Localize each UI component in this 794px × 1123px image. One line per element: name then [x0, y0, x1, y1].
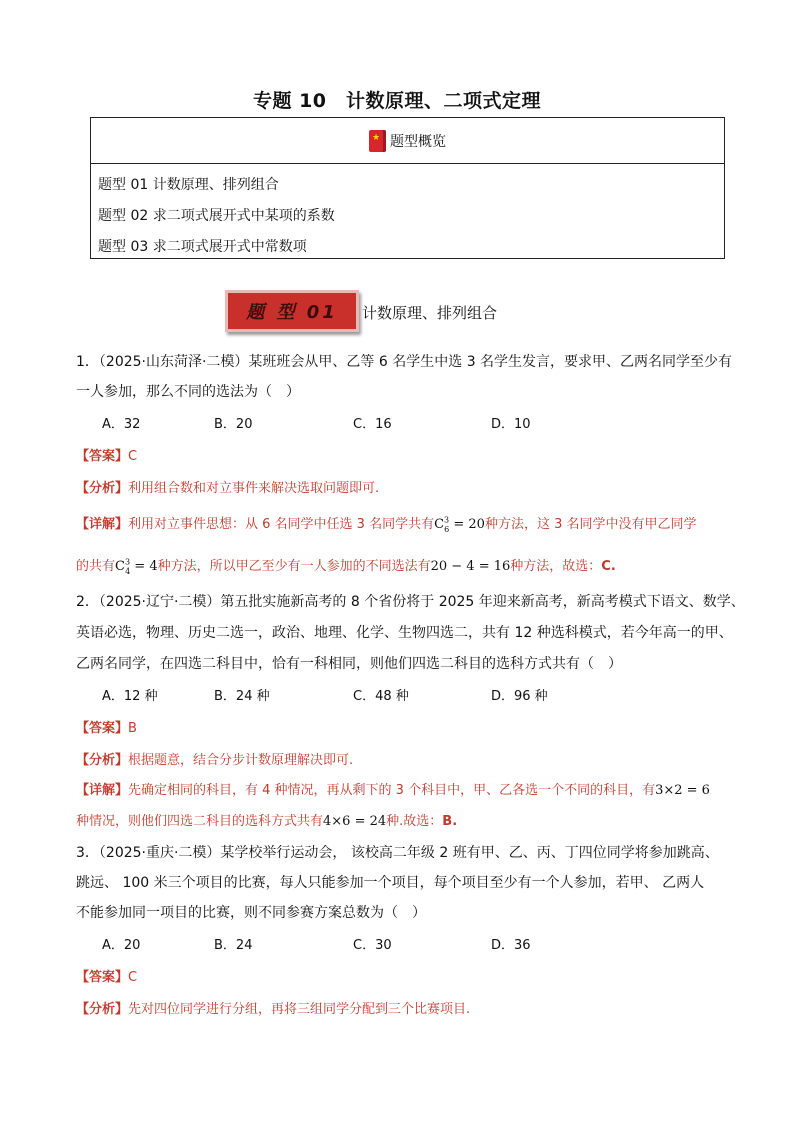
formula-symbol: C [115, 559, 125, 574]
detail-label: 【详解】 [76, 783, 129, 798]
answer-label: 【答案】 [76, 449, 129, 464]
q2-option-b: B．24 种 [214, 689, 270, 704]
detail-text: 种方法，故选： [510, 559, 602, 574]
formula-rest: = 20 [449, 517, 485, 532]
overview-box [90, 117, 725, 259]
q1-option-a: A．32 [102, 417, 141, 432]
detail-text: 种方法，所以甲乙至少有一人参加的不同选法有 [157, 559, 431, 574]
overview-item: 题型 02 求二项式展开式中某项的系数 [98, 208, 335, 224]
q2-option-c: C．48 种 [353, 689, 409, 704]
formula-sup: 3 [444, 515, 450, 525]
q2-option-d: D．96 种 [491, 689, 548, 704]
formula-product: 3×2 = 6 [655, 783, 710, 798]
analysis-label: 【分析】 [76, 481, 129, 496]
q1-stem-line1: 1．（2025·山东菏泽·二模）某班班会从甲、乙等 6 名学生中选 3 名学生发言，要求甲、乙两名同学至少有 [76, 354, 733, 370]
q1-analysis [76, 477, 379, 496]
formula-subtraction: 20 − 4 = 16 [430, 559, 511, 574]
q3-option-a: A．20 [102, 938, 141, 953]
detail-choice: B. [442, 814, 458, 829]
formula-sup: 3 [124, 557, 131, 567]
q1-option-b: B．20 [214, 417, 253, 432]
detail-text: 先确定相同的科目，有 4 种情况，再从剩下的 3 个科目中，甲、乙各选一个不同的科目，有 [128, 783, 656, 798]
answer-value: B [128, 721, 137, 736]
red-book-icon [369, 130, 386, 152]
q2-answer [76, 717, 137, 736]
q3-analysis [76, 998, 470, 1017]
detail-text: 种情况，则他们四选二科目的选科方式共有 [76, 814, 324, 829]
detail-text: 种方法，这 3 名同学中没有甲乙同学 [484, 517, 697, 532]
detail-text: 种.故选： [386, 814, 443, 829]
formula-rest: = 4 [130, 559, 158, 574]
overview-item: 题型 01 计数原理、排列组合 [98, 177, 279, 193]
q1-stem-line2: 一人参加，那么不同的选法为（ ） [76, 384, 300, 400]
q2-analysis [76, 749, 353, 768]
section-heading: 计数原理、排列组合 [362, 304, 498, 322]
q1-detail-line1 [76, 513, 696, 534]
analysis-text: 先对四位同学进行分组，再将三组同学分配到三个比赛项目. [128, 1002, 471, 1017]
overview-header-label: 题型概览 [390, 133, 446, 150]
section-badge-label: 题 型 01 [246, 302, 338, 323]
formula-sub: 4 [125, 566, 131, 576]
q2-stem-line3: 乙两名同学，在四选二科目中，恰有一科相同，则他们四选二科目的选科方式共有（ ） [76, 656, 622, 672]
overview-header [91, 118, 724, 164]
analysis-text: 利用组合数和对立事件来解决选取问题即可. [128, 481, 380, 496]
q1-option-c: C．16 [353, 417, 392, 432]
answer-value: C [128, 970, 138, 985]
detail-choice: C. [601, 559, 616, 574]
q2-detail-line2 [76, 810, 457, 829]
q3-option-d: D．36 [491, 938, 531, 953]
q3-stem-line1: 3．（2025·重庆·二模）某学校举行运动会， 该校高二年级 2 班有甲、乙、丙、丁四位同学将参加跳高、 [76, 845, 719, 861]
q3-answer [76, 966, 137, 985]
q2-option-a: A．12 种 [102, 689, 158, 704]
q3-stem-line2: 跳远、 100 米三个项目的比赛，每人只能参加一个项目，每个项目至少有一个人参加，若甲、 乙两人 [76, 875, 705, 891]
detail-text: 的共有 [76, 559, 116, 574]
answer-label: 【答案】 [76, 970, 129, 985]
answer-value: C [128, 449, 138, 464]
q3-option-c: C．30 [353, 938, 392, 953]
formula-product: 4×6 = 24 [323, 814, 387, 829]
overview-item: 题型 03 求二项式展开式中常数项 [98, 239, 307, 255]
page-title: 专题 10 计数原理、二项式定理 [252, 90, 542, 112]
q3-option-b: B．24 [214, 938, 253, 953]
q1-detail-line2 [76, 555, 616, 576]
formula-c63 [434, 517, 485, 532]
formula-sub: 6 [444, 524, 450, 534]
q1-option-d: D．10 [491, 417, 531, 432]
formula-c43 [115, 559, 158, 574]
q2-stem-line2: 英语必选，物理、历史二选一，政治、地理、化学、生物四选二，共有 12 种选科模式，若今年高一的甲、 [76, 625, 733, 641]
analysis-label: 【分析】 [76, 1002, 129, 1017]
answer-label: 【答案】 [76, 721, 129, 736]
analysis-text: 根据题意，结合分步计数原理解决即可. [128, 753, 354, 768]
detail-text: 利用对立事件思想：从 6 名同学中任选 3 名同学共有 [128, 517, 435, 532]
overview-list [91, 164, 724, 263]
q2-stem-line1: 2．（2025·辽宁·二模）第五批实施新高考的 8 个省份将于 2025 年迎来新高考，新高考模式下语文、数学、 [76, 594, 745, 610]
detail-label: 【详解】 [76, 517, 129, 532]
formula-symbol: C [434, 517, 445, 532]
q1-answer [76, 445, 137, 464]
q3-stem-line3: 不能参加同一项目的比赛，则不同参赛方案总数为（ ） [76, 905, 426, 921]
section-badge [225, 290, 359, 332]
q2-detail-line1 [76, 779, 710, 798]
analysis-label: 【分析】 [76, 753, 129, 768]
